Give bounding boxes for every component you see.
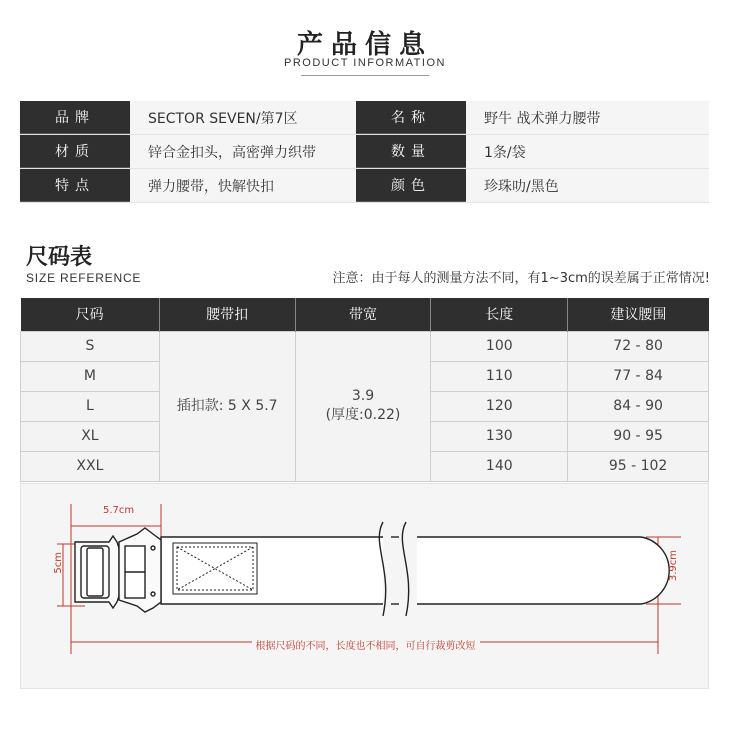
size-cell: XL	[21, 421, 160, 451]
info-value: 1条/袋	[484, 144, 526, 161]
info-label: 材质	[20, 135, 130, 168]
length-cell: 100	[431, 331, 568, 361]
waist-cell: 84 - 90	[568, 391, 709, 421]
length-cell: 140	[431, 451, 568, 481]
page-title: 产品信息	[296, 30, 433, 60]
buckle-size: 插扣款: 5 X 5.7	[176, 397, 278, 414]
buckle-width-label: 5.7cm	[103, 505, 135, 516]
buckle	[75, 528, 161, 612]
column-header: 带宽	[295, 298, 431, 331]
title-divider	[301, 75, 429, 76]
waist-cell: 72 - 80	[568, 331, 709, 361]
length-cell: 120	[431, 391, 568, 421]
page-subtitle: PRODUCT INFORMATION	[284, 57, 446, 69]
product-info-table	[20, 101, 709, 203]
column-header: 长度	[431, 298, 568, 331]
length-cell: 130	[431, 421, 568, 451]
info-value: 野牛 战术弹力腰带	[484, 110, 601, 127]
size-table	[20, 298, 709, 482]
trim-note-text: 根据尺码的不同，长度也不相同，可自行裁剪改短	[252, 641, 480, 652]
info-value: 锌合金扣头，高密弹力织带	[148, 144, 316, 161]
info-label: 名称	[356, 101, 466, 134]
waist-cell: 90 - 95	[568, 421, 709, 451]
waist-cell: 77 - 84	[568, 361, 709, 391]
info-row	[20, 169, 709, 203]
break-gap	[383, 520, 417, 620]
buckle-cell	[159, 331, 295, 481]
size-chart-subtitle: SIZE REFERENCE	[26, 271, 142, 285]
info-row	[20, 135, 709, 169]
width-cell	[295, 331, 431, 481]
size-cell: L	[21, 391, 160, 421]
belt-width: 3.9	[351, 388, 375, 404]
trim-note	[21, 637, 710, 652]
column-header: 尺码	[21, 298, 160, 331]
belt-thickness: (厚度:0.22)	[325, 407, 401, 423]
info-label: 特点	[20, 169, 130, 202]
column-header: 建议腰围	[568, 298, 709, 331]
waist-cell: 95 - 102	[568, 451, 709, 481]
buckle-height-label: 5cm	[53, 552, 64, 574]
measurement-note: 注意：由于每人的测量方法不同，有1~3cm的误差属于正常情况!	[332, 271, 710, 286]
info-value: 珍珠叻/黑色	[484, 178, 559, 195]
size-cell: M	[21, 361, 160, 391]
info-label: 颜色	[356, 169, 466, 202]
table-row	[21, 331, 709, 361]
belt-width-label: 3.9cm	[668, 550, 679, 582]
length-cell: 110	[431, 361, 568, 391]
info-row	[20, 101, 709, 135]
info-label: 品牌	[20, 101, 130, 134]
column-header: 腰带扣	[159, 298, 295, 331]
info-value: 弹力腰带，快解快扣	[148, 178, 274, 195]
info-label: 数量	[356, 135, 466, 168]
belt-diagram	[20, 483, 709, 689]
size-cell: XXL	[21, 451, 160, 481]
size-cell: S	[21, 331, 160, 361]
info-value: SECTOR SEVEN/第7区	[148, 110, 298, 127]
size-table-header	[21, 298, 709, 331]
size-chart-title: 尺码表	[26, 245, 93, 270]
